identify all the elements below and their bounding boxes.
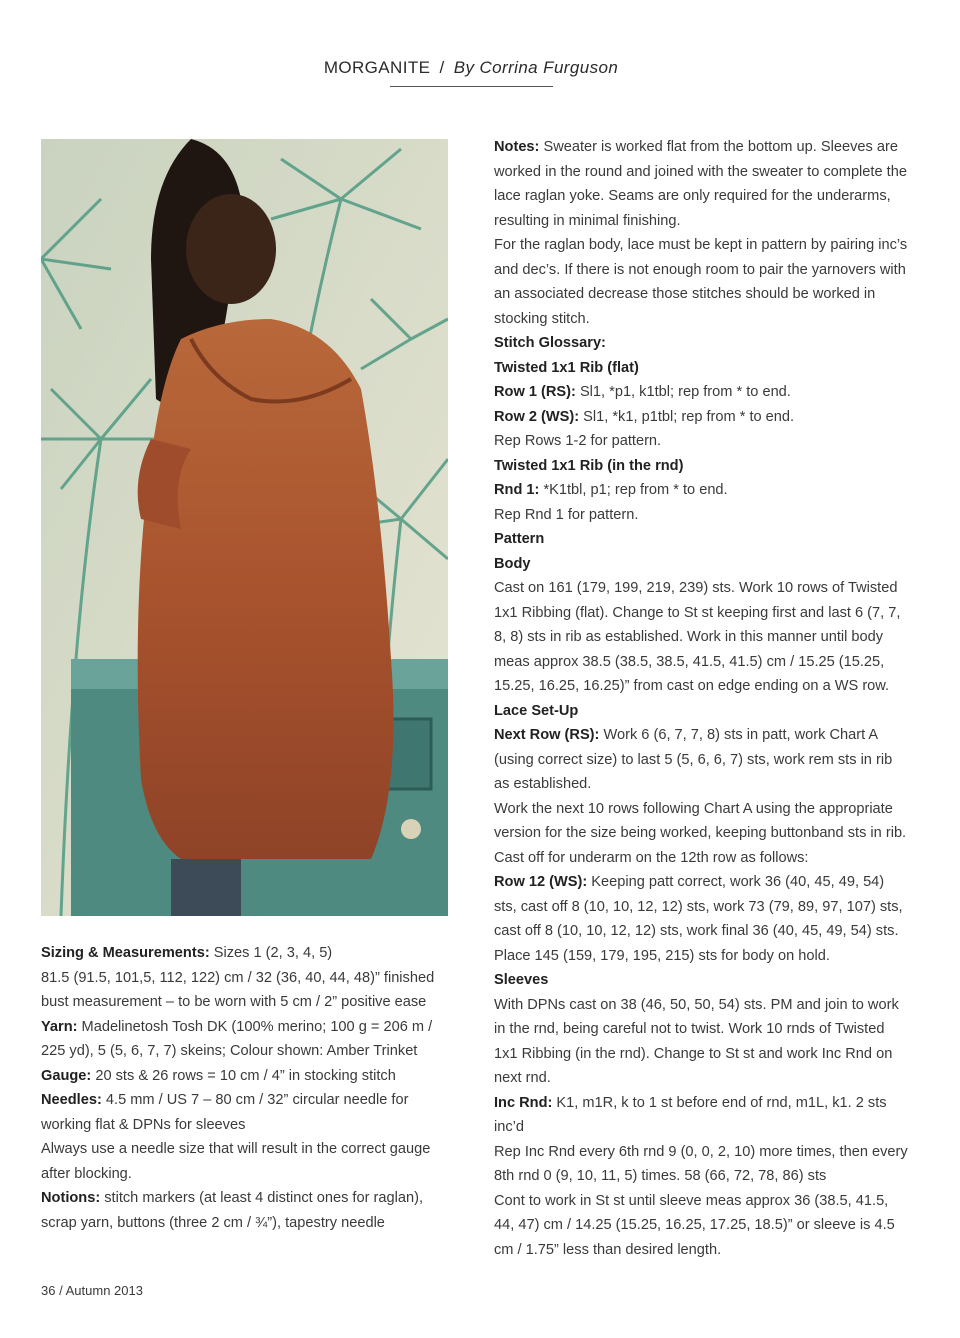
right-paragraph (494, 478, 909, 503)
paragraph-text: Sl1, *k1, p1tbl; rep from * to end. (579, 408, 795, 425)
paragraph-label: Rnd 1: (494, 482, 540, 498)
left-column (41, 941, 451, 1235)
paragraph-text: With DPNs cast on 38 (46, 50, 50, 54) sts. PM and join to work in the rnd, being careful not to twist. Work 10 rnds of Twisted 1x1 Ribbing (in the rnd). Change to St st and work Inc Rnd on next rnd. (494, 996, 899, 1086)
right-paragraph (494, 968, 909, 993)
left-paragraph (41, 1088, 451, 1137)
paragraph-text: Rep Inc Rnd every 6th rnd 9 (0, 0, 2, 10) more times, then every 8th rnd 0 (9, 10, 11, 5) times. 58 (66, 72, 78, 86) sts (494, 1143, 908, 1184)
right-paragraph (494, 429, 909, 454)
paragraph-label: Row 1 (RS): (494, 384, 576, 400)
right-paragraph (494, 135, 909, 233)
paragraph-text: Work the next 10 rows following Chart A using the appropriate version for the size being worked, keeping buttonband sts in rib. Cast off for underarm on the 12th row as follows: (494, 800, 907, 866)
paragraph-text: Keeping patt correct, work 36 (40, 45, 49, 54) sts, cast off 8 (10, 10, 12, 12) sts, work 73 (79, 89, 97, 107) sts, cast off 8 (10, 10, 12, 12) sts, work final 36 (40, 45, 49, 54) sts. Place 145 (159, 179, 195, 215) sts for body on hold. (494, 874, 903, 964)
paragraph-text: *K1tbl, p1; rep from * to end. (539, 482, 728, 498)
right-paragraph (494, 356, 909, 381)
paragraph-text: 20 sts & 26 rows = 10 cm / 4” in stocking stitch (91, 1067, 396, 1084)
right-paragraph (494, 405, 909, 430)
paragraph-label: Notes: (494, 139, 540, 155)
section-heading: Twisted 1x1 Rib (in the rnd) (494, 457, 684, 474)
paragraph-label: Needles: (41, 1092, 102, 1108)
paragraph-label: Inc Rnd: (494, 1094, 553, 1111)
paragraph-text: Cont to work in St st until sleeve meas approx 36 (38.5, 41.5, 44, 47) cm / 14.25 (15.25, 16.25, 17.25, 18.5)” or sleeve is 4.5 cm / 1.75” less than desired length. (494, 1192, 895, 1258)
left-paragraph (41, 966, 451, 1015)
paragraph-text: Work 6 (6, 7, 7, 8) sts in patt, work Chart A (using correct size) to last 5 (5, 6, 6, 7) sts, work rem sts in rib as established. (494, 727, 893, 792)
right-paragraph (494, 870, 909, 968)
page-number: 36 (41, 1283, 56, 1298)
paragraph-text: Sweater is worked flat from the bottom up. Sleeves are worked in the round and joined with the sweater to complete the lace raglan yoke. Seams are only required for the underarms, resulting in minimal finishing. (494, 139, 907, 229)
section-heading: Stitch Glossary: (494, 335, 606, 351)
paragraph-text: Rep Rows 1-2 for pattern. (494, 433, 662, 449)
paragraph-label: Notions: (41, 1190, 101, 1206)
pattern-title: MORGANITE (323, 58, 431, 77)
right-paragraph (494, 380, 909, 405)
right-paragraph (494, 503, 909, 528)
paragraph-text: Sl1, *p1, k1tbl; rep from * to end. (575, 384, 791, 400)
right-paragraph (494, 454, 909, 479)
right-paragraph (494, 527, 909, 552)
paragraph-text: Cast on 161 (179, 199, 219, 239) sts. Work 10 rows of Twisted 1x1 Ribbing (flat). Change to St st keeping first and last 6 (7, 7, 8, 8) sts in rib as established. Work in this manner until body meas approx 38.5 (38.5, 38.5, 41.5, 41.5) cm / 15.25 (15.25, 15.25, 16.25, 16.25)” from cast on edge ending on a WS row. (494, 580, 901, 694)
paragraph-label: Next Row (RS): (494, 727, 600, 743)
section-heading: Lace Set-Up (494, 702, 579, 719)
author-name: By Corrina Furguson (453, 58, 619, 77)
left-paragraph (41, 1015, 451, 1064)
right-paragraph (494, 723, 909, 797)
paragraph-text: 81.5 (91.5, 101,5, 112, 122) cm / 32 (36, 40, 44, 48)” finished bust measurement – to be worn with 5 cm / 2” positive ease (41, 969, 435, 1010)
section-heading: Twisted 1x1 Rib (flat) (494, 359, 639, 376)
footer-separator: / (59, 1283, 63, 1298)
right-paragraph (494, 233, 909, 331)
sweater-photo (41, 139, 448, 916)
right-paragraph (494, 1189, 909, 1263)
paragraph-text: stitch markers (at least 4 distinct ones for raglan), scrap yarn, buttons (three 2 cm / ¾”), tapestry needle (41, 1190, 423, 1231)
right-paragraph (494, 552, 909, 577)
section-heading: Body (494, 555, 531, 572)
left-paragraph (41, 1137, 451, 1186)
issue-name: Autumn 2013 (65, 1283, 143, 1298)
paragraph-label: Row 12 (WS): (494, 874, 588, 890)
paragraph-text: Madelinetosh Tosh DK (100% merino; 100 g = 206 m / 225 yd), 5 (5, 6, 7, 7) skeins; Colour shown: Amber Trinket (41, 1018, 433, 1059)
section-heading: Pattern (494, 531, 545, 547)
right-paragraph (494, 1140, 909, 1189)
right-paragraph (494, 1091, 909, 1140)
header-rule (390, 86, 553, 87)
left-paragraph (41, 1064, 451, 1089)
right-paragraph (494, 993, 909, 1091)
paragraph-text: Always use a needle size that will result in the correct gauge after blocking. (41, 1141, 431, 1182)
right-paragraph (494, 699, 909, 724)
section-heading: Sleeves (494, 972, 549, 988)
paragraph-label: Gauge: (41, 1067, 92, 1084)
paragraph-label: Row 2 (WS): (494, 408, 580, 425)
right-column (494, 135, 909, 1262)
header-separator: / (439, 58, 445, 77)
paragraph-label: Yarn: (41, 1018, 78, 1035)
right-paragraph (494, 797, 909, 871)
paragraph-label: Sizing & Measurements: (41, 945, 210, 961)
page-footer (41, 1283, 143, 1298)
paragraph-text: K1, m1R, k to 1 st before end of rnd, m1L, k1. 2 sts inc’d (494, 1094, 887, 1135)
paragraph-text: 4.5 mm / US 7 – 80 cm / 32” circular needle for working flat & DPNs for sleeves (41, 1092, 409, 1133)
paragraph-text: Rep Rnd 1 for pattern. (494, 506, 639, 523)
article-header (0, 58, 942, 78)
sweater-photo-illustration (41, 139, 448, 916)
left-paragraph (41, 941, 451, 966)
paragraph-text: Sizes 1 (2, 3, 4, 5) (209, 945, 333, 961)
right-paragraph (494, 331, 909, 356)
paragraph-text: For the raglan body, lace must be kept in pattern by pairing inc’s and dec’s. If there is not enough room to pair the yarnovers with an associated decrease those stitches should be worked in stocking stitch. (494, 237, 908, 327)
right-paragraph (494, 576, 909, 699)
left-paragraph (41, 1186, 451, 1235)
